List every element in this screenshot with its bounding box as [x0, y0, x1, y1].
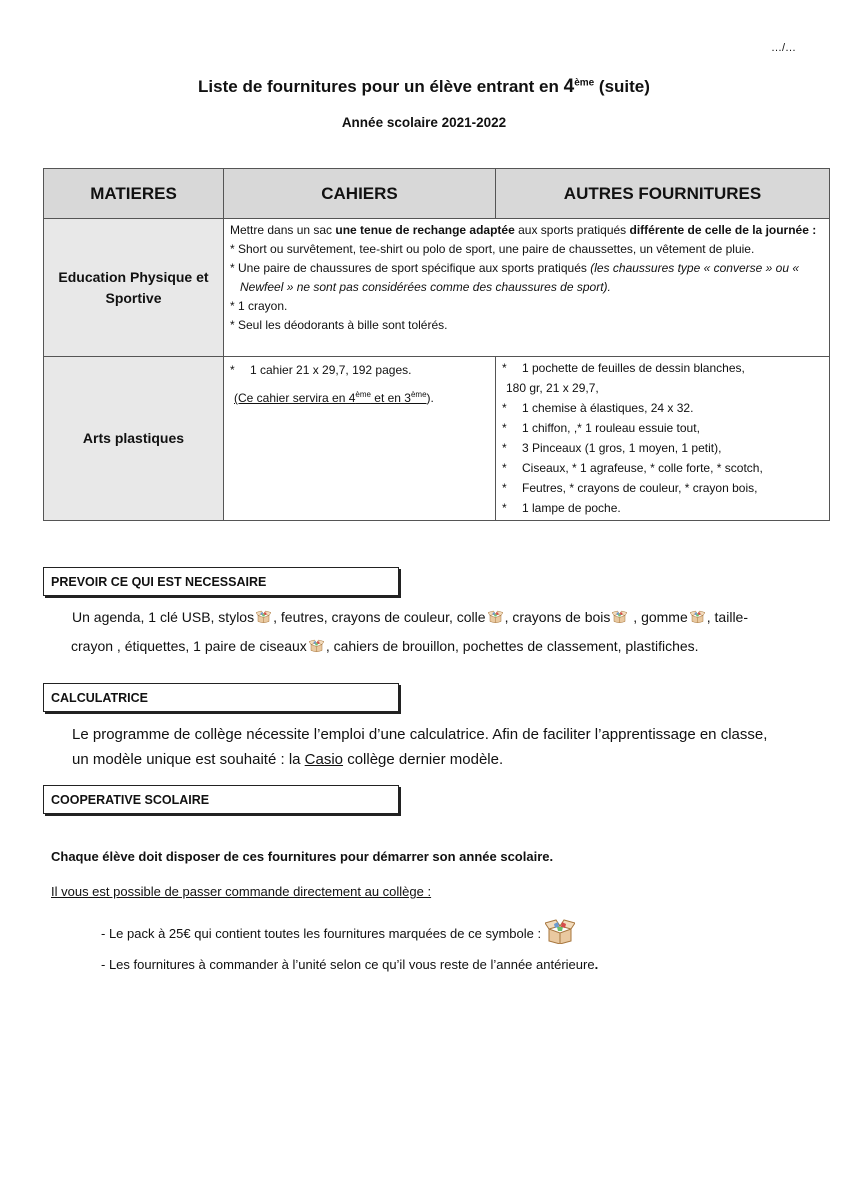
prevoir-l1c: , crayons de bois [504, 609, 611, 625]
prevoir-l1b: , feutres, crayons de couleur, colle [273, 609, 486, 625]
cooperative-bold-line: Chaque élève doit disposer de ces fournitures pour démarrer son année scolaire. [51, 849, 554, 864]
arts-fourniture-item: * Feutres, * crayons de couleur, * crayon bois, [502, 481, 758, 495]
arts-fourniture-text: 1 chiffon, ,* 1 rouleau essuie tout, [522, 421, 700, 435]
arts-fourniture-cont [502, 378, 823, 398]
section-heading-cooperative: COOPERATIVE SCOLAIRE [43, 785, 399, 814]
prevoir-l2a: crayon , étiquettes, 1 paire de ciseaux [71, 638, 307, 654]
prevoir-l1a: Un agenda, 1 clé USB, stylos [72, 609, 255, 625]
title-grade-sup: ème [574, 77, 595, 89]
open-box-icon [545, 918, 575, 944]
eps-item2-italic: (les chaussures type « converse » ou « Newfeel » ne sont pas considérées comme des chaussures de sport). [240, 261, 799, 294]
calculatrice-l2b: collège dernier modèle. [343, 751, 504, 768]
arts-fourniture-item: * 1 chemise à élastiques, 24 x 32. [502, 401, 694, 415]
open-box-icon [256, 610, 271, 623]
arts-fourniture-item: * 3 Pinceaux (1 gros, 1 moyen, 1 petit), [502, 441, 722, 455]
calculatrice-l2a: un modèle unique est souhaité : la [72, 751, 305, 768]
arts-fourniture-text: Ciseaux, * 1 agrafeuse, * colle forte, * scotch, [522, 461, 763, 475]
eps-intro-bold2: différente de celle de la journée : [629, 223, 817, 237]
prevoir-line1 [72, 603, 812, 632]
arts-fourniture-text: Feutres, * crayons de couleur, * crayon bois, [522, 481, 758, 495]
bullet-star: * [230, 363, 235, 377]
arts-cahiers [224, 357, 496, 521]
arts-fourniture-text: 1 lampe de poche. [522, 501, 621, 515]
eps-intro-text2: aux sports pratiqués [514, 223, 630, 237]
table-header-row [44, 169, 830, 219]
title-grade: 4 [563, 76, 575, 97]
open-box-icon [612, 610, 627, 623]
eps-intro-text: Mettre dans un sac [230, 223, 336, 237]
subject-eps: Education Physique et Sportive [44, 219, 224, 357]
header-autres-fournitures: AUTRES FOURNITURES [496, 169, 830, 219]
eps-item: * 1 crayon. [230, 299, 288, 313]
cooperative-opt2-text: - Les fournitures à commander à l’unité selon ce qu’il vous reste de l’année antérieure [101, 957, 595, 972]
eps-instructions [224, 219, 830, 357]
eps-intro [230, 221, 823, 240]
arts-cahier-note [230, 385, 489, 408]
arts-fourniture-text: 1 pochette de feuilles de dessin blanches, [522, 361, 745, 375]
arts-cahier-item [230, 361, 489, 380]
arts-note-sup2: ème [410, 390, 427, 399]
title-text: Liste de fournitures pour un élève entrant en [198, 77, 564, 96]
cooperative-option-unit [101, 957, 598, 972]
arts-fourniture-text: 3 Pinceaux (1 gros, 1 moyen, 1 petit), [522, 441, 722, 455]
cooperative-order-line: Il vous est possible de passer commande directement au collège : [51, 884, 432, 899]
header-matieres: MATIERES [44, 169, 224, 219]
arts-fourniture-text: 1 chemise à élastiques, 24 x 32. [522, 401, 694, 415]
arts-note-underlined [234, 391, 427, 405]
arts-fournitures [496, 357, 830, 521]
section-heading-prevoir: PREVOIR CE QUI EST NECESSAIRE [43, 567, 399, 596]
arts-note-c: ). [426, 391, 434, 405]
arts-fourniture-item: * 1 chiffon, ,* 1 rouleau essuie tout, [502, 421, 700, 435]
calculatrice-line2 [72, 747, 832, 772]
arts-fourniture-item: * Ciseaux, * 1 agrafeuse, * colle forte, * scotch, [502, 461, 763, 475]
section-heading-calculatrice: CALCULATRICE [43, 683, 399, 712]
cooperative-opt2-period: . [594, 957, 599, 972]
prevoir-l1e: , taille- [706, 609, 748, 625]
eps-item [230, 259, 823, 297]
prevoir-text [72, 603, 812, 661]
page-continuation-marker: …/… [770, 42, 796, 54]
open-box-icon [309, 639, 324, 652]
page-title [0, 76, 848, 98]
cooperative-option-pack [101, 918, 575, 944]
school-year: Année scolaire 2021-2022 [341, 115, 507, 130]
arts-cahier-text: 1 cahier 21 x 29,7, 192 pages. [250, 363, 412, 377]
prevoir-l2b: , cahiers de brouillon, pochettes de classement, plastifiches. [325, 638, 699, 654]
table-row-arts [44, 357, 830, 521]
prevoir-l1d: , gomme [629, 609, 688, 625]
open-box-icon [488, 610, 503, 623]
arts-note-sup1: ème [355, 390, 371, 399]
calculatrice-text [72, 722, 832, 772]
subject-arts: Arts plastiques [44, 357, 224, 521]
eps-item: * Short ou survêtement, tee-shirt ou polo de sport, une paire de chaussettes, un vêtement de pluie. [230, 242, 755, 256]
supplies-table [43, 168, 830, 521]
calculatrice-brand: Casio [304, 751, 344, 768]
table-row-eps [44, 219, 830, 357]
arts-fourniture-text: 180 gr, 21 x 29,7, [506, 381, 599, 395]
arts-fourniture-item: * 1 pochette de feuilles de dessin blanches, [502, 361, 745, 375]
arts-fourniture-item: * 1 lampe de poche. [502, 501, 621, 515]
cooperative-opt1-text: - Le pack à 25€ qui contient toutes les fournitures marquées de ce symbole : [101, 926, 542, 941]
eps-item2-text: * Une paire de chaussures de sport spécifique aux sports pratiqués [230, 261, 591, 275]
header-cahiers: CAHIERS [224, 169, 496, 219]
open-box-icon [690, 610, 705, 623]
calculatrice-line1: Le programme de collège nécessite l’emploi d’une calculatrice. Afin de faciliter l’apprentissage en classe, [72, 726, 768, 743]
eps-intro-bold: une tenue de rechange adaptée [335, 223, 515, 237]
title-suffix: (suite) [594, 77, 650, 96]
prevoir-line2 [71, 632, 812, 661]
arts-note-b: et en 3 [370, 391, 411, 405]
arts-note-a: (Ce cahier servira en 4 [234, 391, 356, 405]
eps-item: * Seul les déodorants à bille sont tolérés. [230, 318, 448, 332]
